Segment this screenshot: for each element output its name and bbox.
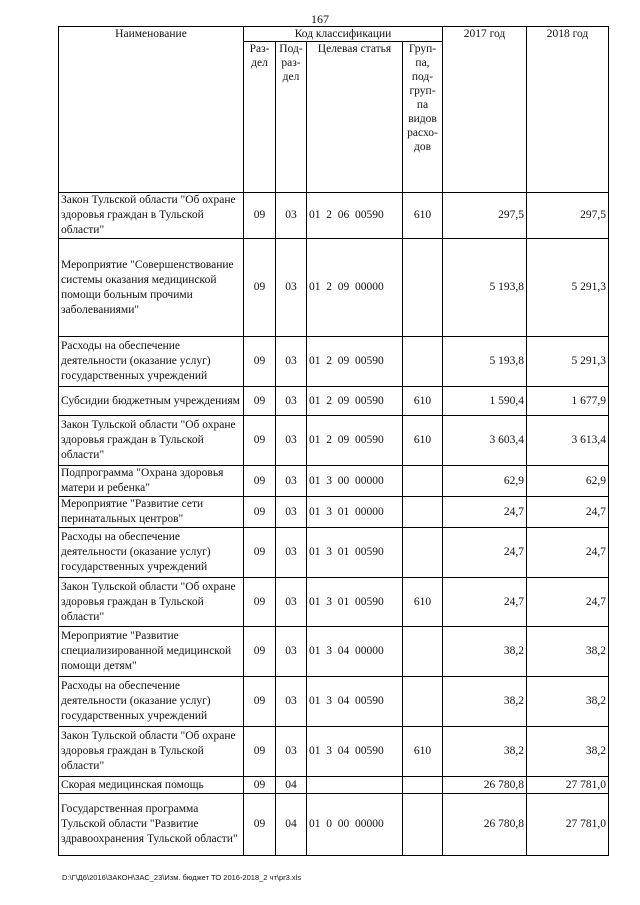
row-subsection: 03 [276, 337, 307, 387]
row-group [403, 337, 443, 387]
row-target: 01 2 06 00590 [307, 193, 403, 239]
row-amount-2018: 62,9 [527, 466, 609, 497]
row-amount-2017: 62,9 [443, 466, 527, 497]
row-section: 09 [244, 497, 276, 528]
row-amount-2018: 38,2 [527, 627, 609, 677]
row-group: 610 [403, 416, 443, 466]
row-amount-2017: 38,2 [443, 677, 527, 727]
row-target: 01 2 09 00000 [307, 239, 403, 337]
row-target: 01 2 09 00590 [307, 337, 403, 387]
row-target: 01 3 04 00590 [307, 727, 403, 777]
row-amount-2018: 3 613,4 [527, 416, 609, 466]
row-name: Мероприятие "Развитие сети перинатальных центров" [59, 497, 244, 528]
row-name: Государственная программа Тульской области "Развитие здравоохранения Тульской области" [59, 794, 244, 856]
header-name: Наименование [59, 27, 244, 193]
row-amount-2017: 297,5 [443, 193, 527, 239]
row-amount-2017: 26 780,8 [443, 794, 527, 856]
row-amount-2018: 27 781,0 [527, 777, 609, 794]
row-amount-2017: 24,7 [443, 578, 527, 627]
row-name: Субсидии бюджетным учреждениям [59, 387, 244, 416]
row-amount-2018: 5 291,3 [527, 337, 609, 387]
row-amount-2017: 3 603,4 [443, 416, 527, 466]
header-subsection: Под- раз- дел [276, 42, 307, 193]
row-group: 610 [403, 193, 443, 239]
table-row [59, 497, 609, 528]
row-amount-2018: 24,7 [527, 578, 609, 627]
row-name: Закон Тульской области "Об охране здоровья граждан в Тульской области" [59, 193, 244, 239]
table-row [59, 387, 609, 416]
row-subsection: 03 [276, 416, 307, 466]
row-section: 09 [244, 193, 276, 239]
row-name: Расходы на обеспечение деятельности (оказание услуг) государственных учреждений [59, 528, 244, 578]
table-row [59, 727, 609, 777]
row-group: 610 [403, 727, 443, 777]
row-subsection: 03 [276, 193, 307, 239]
row-name: Мероприятие "Развитие специализированной медицинской помощи детям" [59, 627, 244, 677]
row-section: 09 [244, 677, 276, 727]
row-subsection: 03 [276, 466, 307, 497]
row-name: Расходы на обеспечение деятельности (оказание услуг) государственных учреждений [59, 677, 244, 727]
row-group [403, 466, 443, 497]
table-body [59, 193, 609, 856]
row-name: Закон Тульской области "Об охране здоровья граждан в Тульской области" [59, 727, 244, 777]
row-subsection: 03 [276, 528, 307, 578]
row-section: 09 [244, 627, 276, 677]
row-amount-2018: 24,7 [527, 497, 609, 528]
header-target: Целевая статья [307, 42, 403, 193]
row-amount-2018: 38,2 [527, 727, 609, 777]
row-section: 09 [244, 727, 276, 777]
row-target: 01 3 00 00000 [307, 466, 403, 497]
row-section: 09 [244, 466, 276, 497]
row-subsection: 04 [276, 794, 307, 856]
row-amount-2017: 38,2 [443, 727, 527, 777]
row-section: 09 [244, 239, 276, 337]
header-2017: 2017 год [443, 27, 527, 193]
row-group [403, 239, 443, 337]
row-subsection: 03 [276, 727, 307, 777]
row-section: 09 [244, 416, 276, 466]
row-amount-2017: 5 193,8 [443, 337, 527, 387]
row-subsection: 03 [276, 497, 307, 528]
row-name: Закон Тульской области "Об охране здоровья граждан в Тульской области" [59, 578, 244, 627]
row-target: 01 3 01 00590 [307, 528, 403, 578]
row-amount-2017: 1 590,4 [443, 387, 527, 416]
row-name: Подпрограмма "Охрана здоровья матери и ребенка" [59, 466, 244, 497]
row-amount-2018: 297,5 [527, 193, 609, 239]
table-row [59, 416, 609, 466]
row-target: 01 3 01 00590 [307, 578, 403, 627]
table-row [59, 193, 609, 239]
row-name: Расходы на обеспечение деятельности (оказание услуг) государственных учреждений [59, 337, 244, 387]
table-row [59, 466, 609, 497]
table-row [59, 627, 609, 677]
budget-table [58, 26, 609, 856]
table-row [59, 528, 609, 578]
row-subsection: 03 [276, 578, 307, 627]
row-subsection: 03 [276, 239, 307, 337]
row-target: 01 2 09 00590 [307, 416, 403, 466]
row-amount-2017: 24,7 [443, 497, 527, 528]
row-group: 610 [403, 578, 443, 627]
row-section: 09 [244, 794, 276, 856]
row-group: 610 [403, 387, 443, 416]
table-row [59, 777, 609, 794]
row-target: 01 3 04 00590 [307, 677, 403, 727]
row-section: 09 [244, 528, 276, 578]
row-section: 09 [244, 777, 276, 794]
row-amount-2017: 24,7 [443, 528, 527, 578]
row-group [403, 497, 443, 528]
row-amount-2018: 38,2 [527, 677, 609, 727]
row-subsection: 03 [276, 677, 307, 727]
header-2018: 2018 год [527, 27, 609, 193]
row-section: 09 [244, 387, 276, 416]
row-subsection: 04 [276, 777, 307, 794]
row-name: Закон Тульской области "Об охране здоровья граждан в Тульской области" [59, 416, 244, 466]
row-section: 09 [244, 337, 276, 387]
row-group [403, 777, 443, 794]
table-row [59, 337, 609, 387]
file-path-footer: D:\Г\Д6\2016\ЗАКОН\ЗАС_23\Изм. бюджет ТО 2016-2018_2 чт\pr3.xls [62, 873, 302, 882]
row-group [403, 794, 443, 856]
row-amount-2017: 26 780,8 [443, 777, 527, 794]
row-amount-2018: 27 781,0 [527, 794, 609, 856]
row-amount-2017: 5 193,8 [443, 239, 527, 337]
row-amount-2018: 5 291,3 [527, 239, 609, 337]
table-row [59, 239, 609, 337]
row-target: 01 0 00 00000 [307, 794, 403, 856]
table-row [59, 578, 609, 627]
table-row [59, 677, 609, 727]
row-amount-2018: 1 677,9 [527, 387, 609, 416]
header-section: Раз- дел [244, 42, 276, 193]
row-group [403, 528, 443, 578]
row-subsection: 03 [276, 387, 307, 416]
row-amount-2017: 38,2 [443, 627, 527, 677]
row-subsection: 03 [276, 627, 307, 677]
row-target: 01 3 04 00000 [307, 627, 403, 677]
row-name: Скорая медицинская помощь [59, 777, 244, 794]
header-classification: Код классификации [244, 27, 443, 42]
row-group [403, 627, 443, 677]
row-section: 09 [244, 578, 276, 627]
row-target: 01 2 09 00590 [307, 387, 403, 416]
header-group: Груп- па, под- груп- па видов расхо- дов [403, 42, 443, 193]
row-group [403, 677, 443, 727]
row-amount-2018: 24,7 [527, 528, 609, 578]
table-row [59, 794, 609, 856]
row-target [307, 777, 403, 794]
row-target: 01 3 01 00000 [307, 497, 403, 528]
row-name: Мероприятие "Совершенствование системы оказания медицинской помощи больным прочими заболеваниями" [59, 239, 244, 337]
page-number: 167 [311, 12, 329, 26]
